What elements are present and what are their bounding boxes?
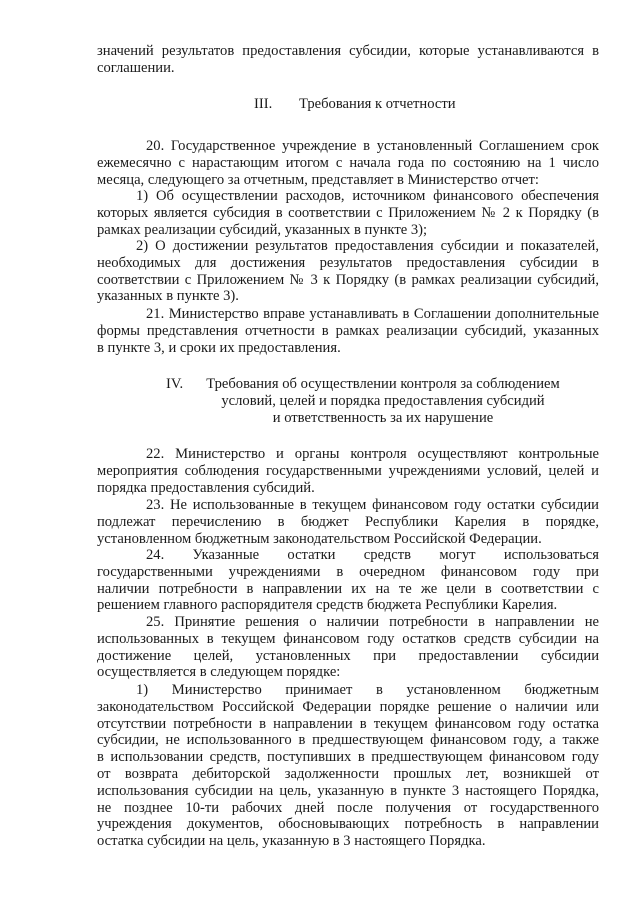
text-line: 1) Об осуществлении расходов, источником финансового обеспечения	[136, 188, 599, 204]
text-line: использованных в текущем финансовом году остатков средств субсидии на	[97, 630, 599, 647]
paragraph-20-item-1	[97, 188, 599, 238]
section-4-number: IV.	[166, 376, 184, 392]
paragraph-22	[97, 446, 599, 496]
text-line: 24. Указанные остатки средств могут использоваться	[146, 547, 599, 563]
text-line: не позднее 10-ти рабочих дней после получения от государственного	[97, 799, 599, 816]
section-title-line: условий, целей и порядка предоставления субсидий	[221, 392, 545, 409]
text-line: 20. Государственное учреждение в установленный Соглашением срок	[146, 138, 599, 154]
paragraph-20	[97, 138, 599, 188]
text-line: отсутствии потребности в направлении в текущем финансовом году остатка	[97, 715, 599, 732]
text-line: рамках реализации субсидий, указанных в пункте 3);	[97, 221, 428, 238]
text-line: соглашении.	[97, 59, 175, 76]
text-line: государственными учреждениями в очередном финансовом году при	[97, 563, 599, 580]
section-title-line: Требования об осуществлении контроля за соблюдением	[206, 376, 560, 392]
paragraph-20-item-2	[97, 238, 599, 305]
section-4-heading	[178, 376, 588, 426]
text-line: которых является субсидия в соответствии с Приложением № 2 к Порядку (в	[97, 204, 599, 221]
text-line: установленном бюджетным законодательством Российской Федерации.	[97, 530, 542, 547]
text-line: 25. Принятие решения о наличии потребности в направлении не	[146, 614, 599, 630]
paragraph-23	[97, 497, 599, 547]
text-line: достижение целей, установленных при предоставлении субсидии	[97, 647, 599, 664]
text-line: подлежат перечислению в бюджет Республики Карелия в порядке,	[97, 513, 599, 530]
text-line: законодательством Российской Федерации порядке решение о наличии или	[97, 698, 599, 715]
text-line: соответствии с Приложением № 3 к Порядку (в рамках реализации субсидий,	[97, 271, 599, 288]
text-line: указанных в пункте 3).	[97, 288, 239, 305]
text-line: решением главного распорядителя средств бюджета Республики Карелия.	[97, 597, 558, 614]
text-line: 1) Министерство принимает в установленном бюджетным	[136, 682, 599, 698]
text-line: значений результатов предоставления субсидии, которые устанавливаются в	[97, 43, 599, 59]
text-line: субсидии, не использованного в предшествующем финансовом году, а также	[97, 732, 599, 749]
text-line: формы представления отчетности в рамках реализации субсидий, указанных	[97, 322, 599, 339]
text-line: использования субсидии на цель, указанную в пункте 3 настоящего Порядка,	[97, 782, 599, 799]
text-line: от возврата дебиторской задолженности прошлых лет, возникшей от	[97, 765, 599, 782]
text-line: в использовании средств, поступивших в предшествующем финансовом году	[97, 749, 599, 766]
section-title-line: и ответственность за их нарушение	[272, 409, 494, 426]
paragraph-21	[97, 306, 599, 356]
text-line: осуществляется в следующем порядке:	[97, 664, 341, 681]
text-line: 2) О достижении результатов предоставления субсидии и показателей,	[136, 238, 599, 254]
section-number: III.	[254, 96, 273, 112]
intro-paragraph	[97, 43, 599, 77]
text-line: 23. Не использованные в текущем финансовом году остатки субсидии	[146, 497, 599, 513]
text-line: 21. Министерство вправе устанавливать в Соглашении дополнительные	[146, 306, 599, 322]
text-line: наличии потребности в направлении их на те же цели в соответствии с	[97, 580, 599, 597]
paragraph-25	[97, 614, 599, 681]
text-line: необходимых для достижения результатов предоставления субсидии в	[97, 254, 599, 271]
paragraph-25-item-1	[97, 682, 599, 850]
text-line: остатка субсидии на цель, указанную в 3 настоящего Порядка.	[97, 833, 486, 850]
text-line: ежемесячно с нарастающим итогом с начала года по состоянию на 1 число	[97, 154, 599, 171]
text-line: месяца, следующего за отчетным, представляет в Министерство отчет:	[97, 171, 539, 188]
text-line: мероприятия соблюдения государственными учреждениями условий, целей и	[97, 462, 599, 479]
section-3-heading	[254, 96, 474, 113]
text-line: в пункте 3, и сроки их предоставления.	[97, 339, 341, 356]
text-line: учреждения документов, обосновывающих потребность в направлении	[97, 816, 599, 833]
text-line: 22. Министерство и органы контроля осуществляют контрольные	[146, 446, 599, 462]
text-line: порядка предоставления субсидий.	[97, 479, 315, 496]
paragraph-24	[97, 547, 599, 614]
section-title: Требования к отчетности	[299, 96, 456, 112]
